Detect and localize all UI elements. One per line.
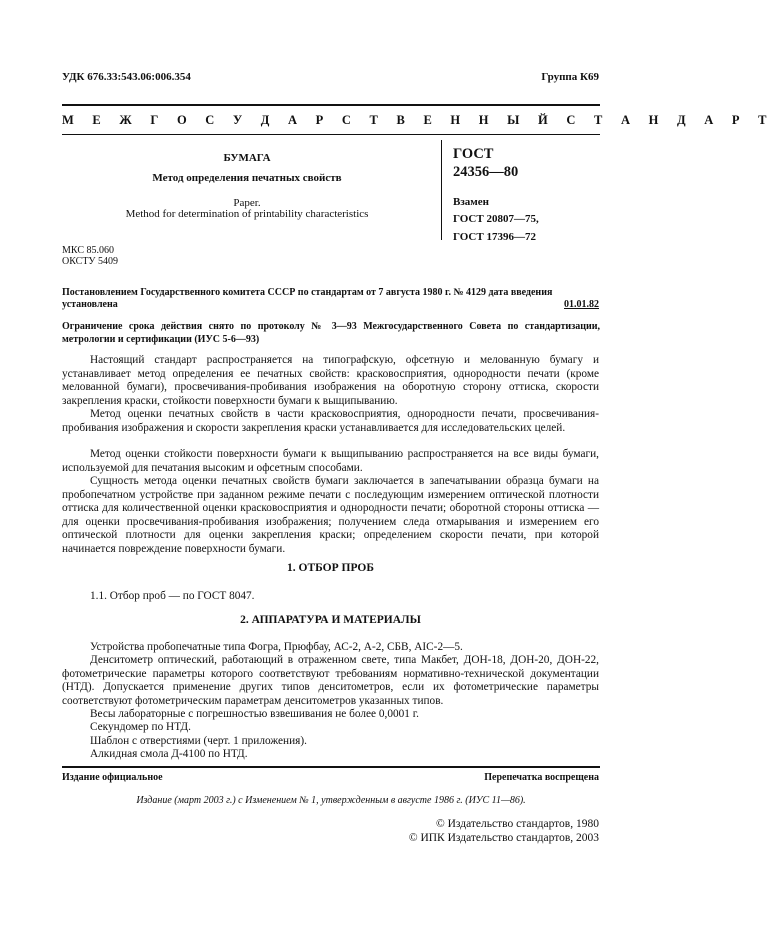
section-2-heading: 2. АППАРАТУРА И МАТЕРИАЛЫ [240, 614, 421, 626]
replaced-standard-2: ГОСТ 17396—72 [453, 231, 536, 243]
intro-paragraph-essence: Сущность метода оценки печатных свойств бумаги заключается в запечатывании образца бумаги на пробопечатном устройстве при заданном режиме печати с последующим измерением оптической плотности оттиска для количественной оценки красковосприятия и однородности печати; оборотной стороны оттиска — для оценки просвечивания-пробивания изображения; получением следа отмарывания и измерением его оптической плотности для оценки закрепления краски; определением скорости печати, при которой начинается повреждение поверхности бумаги. [62, 475, 599, 555]
intro-paragraph-research: Метод оценки печатных свойств в части красковосприятия, однородности печати, просвечивания-пробивания изображения и скорости закрепления краски устанавливается для исследовательских целей. [62, 408, 599, 434]
replaces-label: Взамен [453, 196, 489, 208]
equipment-resin: Алкидная смола Д-4100 по НТД. [90, 748, 248, 760]
gost-divider [441, 140, 442, 240]
footer-rule [62, 766, 600, 768]
standard-rule [62, 134, 600, 135]
equipment-template: Шаблон с отверстиями (черт. 1 приложения). [90, 735, 307, 747]
intro-paragraph-scope: Настоящий стандарт распространяется на типографскую, офсетную и мелованную бумагу и устанавливает метод определения ее печатных свойств: красковосприятия, однородности печати (кроме мелованной бумаги), просвечивания-пробивания изображения на оборотную сторону оттиска, скорости закрепления краски, стойкости поверхности бумаги к выщипыванию. [62, 354, 599, 407]
copyright-1980: © Издательство стандартов, 1980 [435, 818, 599, 830]
mks-code: МКС 85.060 [62, 245, 114, 256]
interstate-standard-heading: М Е Ж Г О С У Д А Р С Т В Е Н Н Ы Й С Т А Н Д А Р Т [62, 113, 774, 127]
equipment-stopwatch: Секундомер по НТД. [90, 721, 191, 733]
official-edition: Издание официальное [62, 772, 163, 783]
section-1-item: 1.1. Отбор проб — по ГОСТ 8047. [90, 590, 255, 602]
gost-number: 24356—80 [453, 164, 519, 180]
doc-subtitle: Метод определения печатных свойств [152, 172, 342, 184]
doc-title: БУМАГА [223, 152, 271, 164]
decree-text-cont: установлена [62, 299, 118, 310]
replaced-standard-1: ГОСТ 20807—75, [453, 213, 539, 225]
effective-date: 01.01.82 [564, 299, 599, 310]
doc-title-en: Paper. [233, 197, 261, 209]
edition-note: Издание (март 2003 г.) с Изменением № 1, утвержденным в августе 1986 г. (ИУС 11—86). [136, 795, 526, 806]
reprint-notice: Перепечатка воспрещена [484, 772, 599, 783]
okstu-code: ОКСТУ 5409 [62, 256, 119, 267]
equipment-printers: Устройства пробопечатные типа Фогра, Прюфбау, АС-2, А-2, СБВ, АIС-2—5. [90, 641, 463, 653]
decree-text: Постановлением Государственного комитета СССР по стандартам от 7 августа 1980 г. № 4129 дата введения [62, 287, 553, 298]
copyright-2003: © ИПК Издательство стандартов, 2003 [408, 832, 599, 844]
doc-subtitle-en: Method for determination of printability characteristics [125, 208, 369, 220]
top-rule [62, 104, 600, 106]
section-1-heading: 1. ОТБОР ПРОБ [287, 562, 374, 574]
group-code: Группа К69 [541, 71, 599, 83]
equipment-scales: Весы лабораторные с погрешностью взвешивания не более 0,0001 г. [90, 708, 419, 720]
restriction-note: Ограничение срока действия снято по протоколу № 3—93 Межгосударственного Совета по стандартизации, метрологии и сертификации (ИУС 5-6—93) [62, 321, 600, 345]
udk-code: УДК 676.33:543.06:006.354 [62, 71, 191, 83]
gost-label: ГОСТ [453, 146, 494, 162]
equipment-densitometer: Денситометр оптический, работающий в отраженном свете, типа Макбет, ДОН-18, ДОН-20, ДОН-22, фотометрические параметры которого соответствуют требованиям нормативно-технической документации (НТД). Допускается применение других типов денситометров, если их фотометрические параметры соответствуют фотометрическим параметрам денситометров указанных типов. [62, 654, 599, 707]
intro-paragraph-picking: Метод оценки стойкости поверхности бумаги к выщипыванию распространяется на все виды бумаги, используемой для печатания высоким и офсетным способами. [62, 448, 599, 474]
